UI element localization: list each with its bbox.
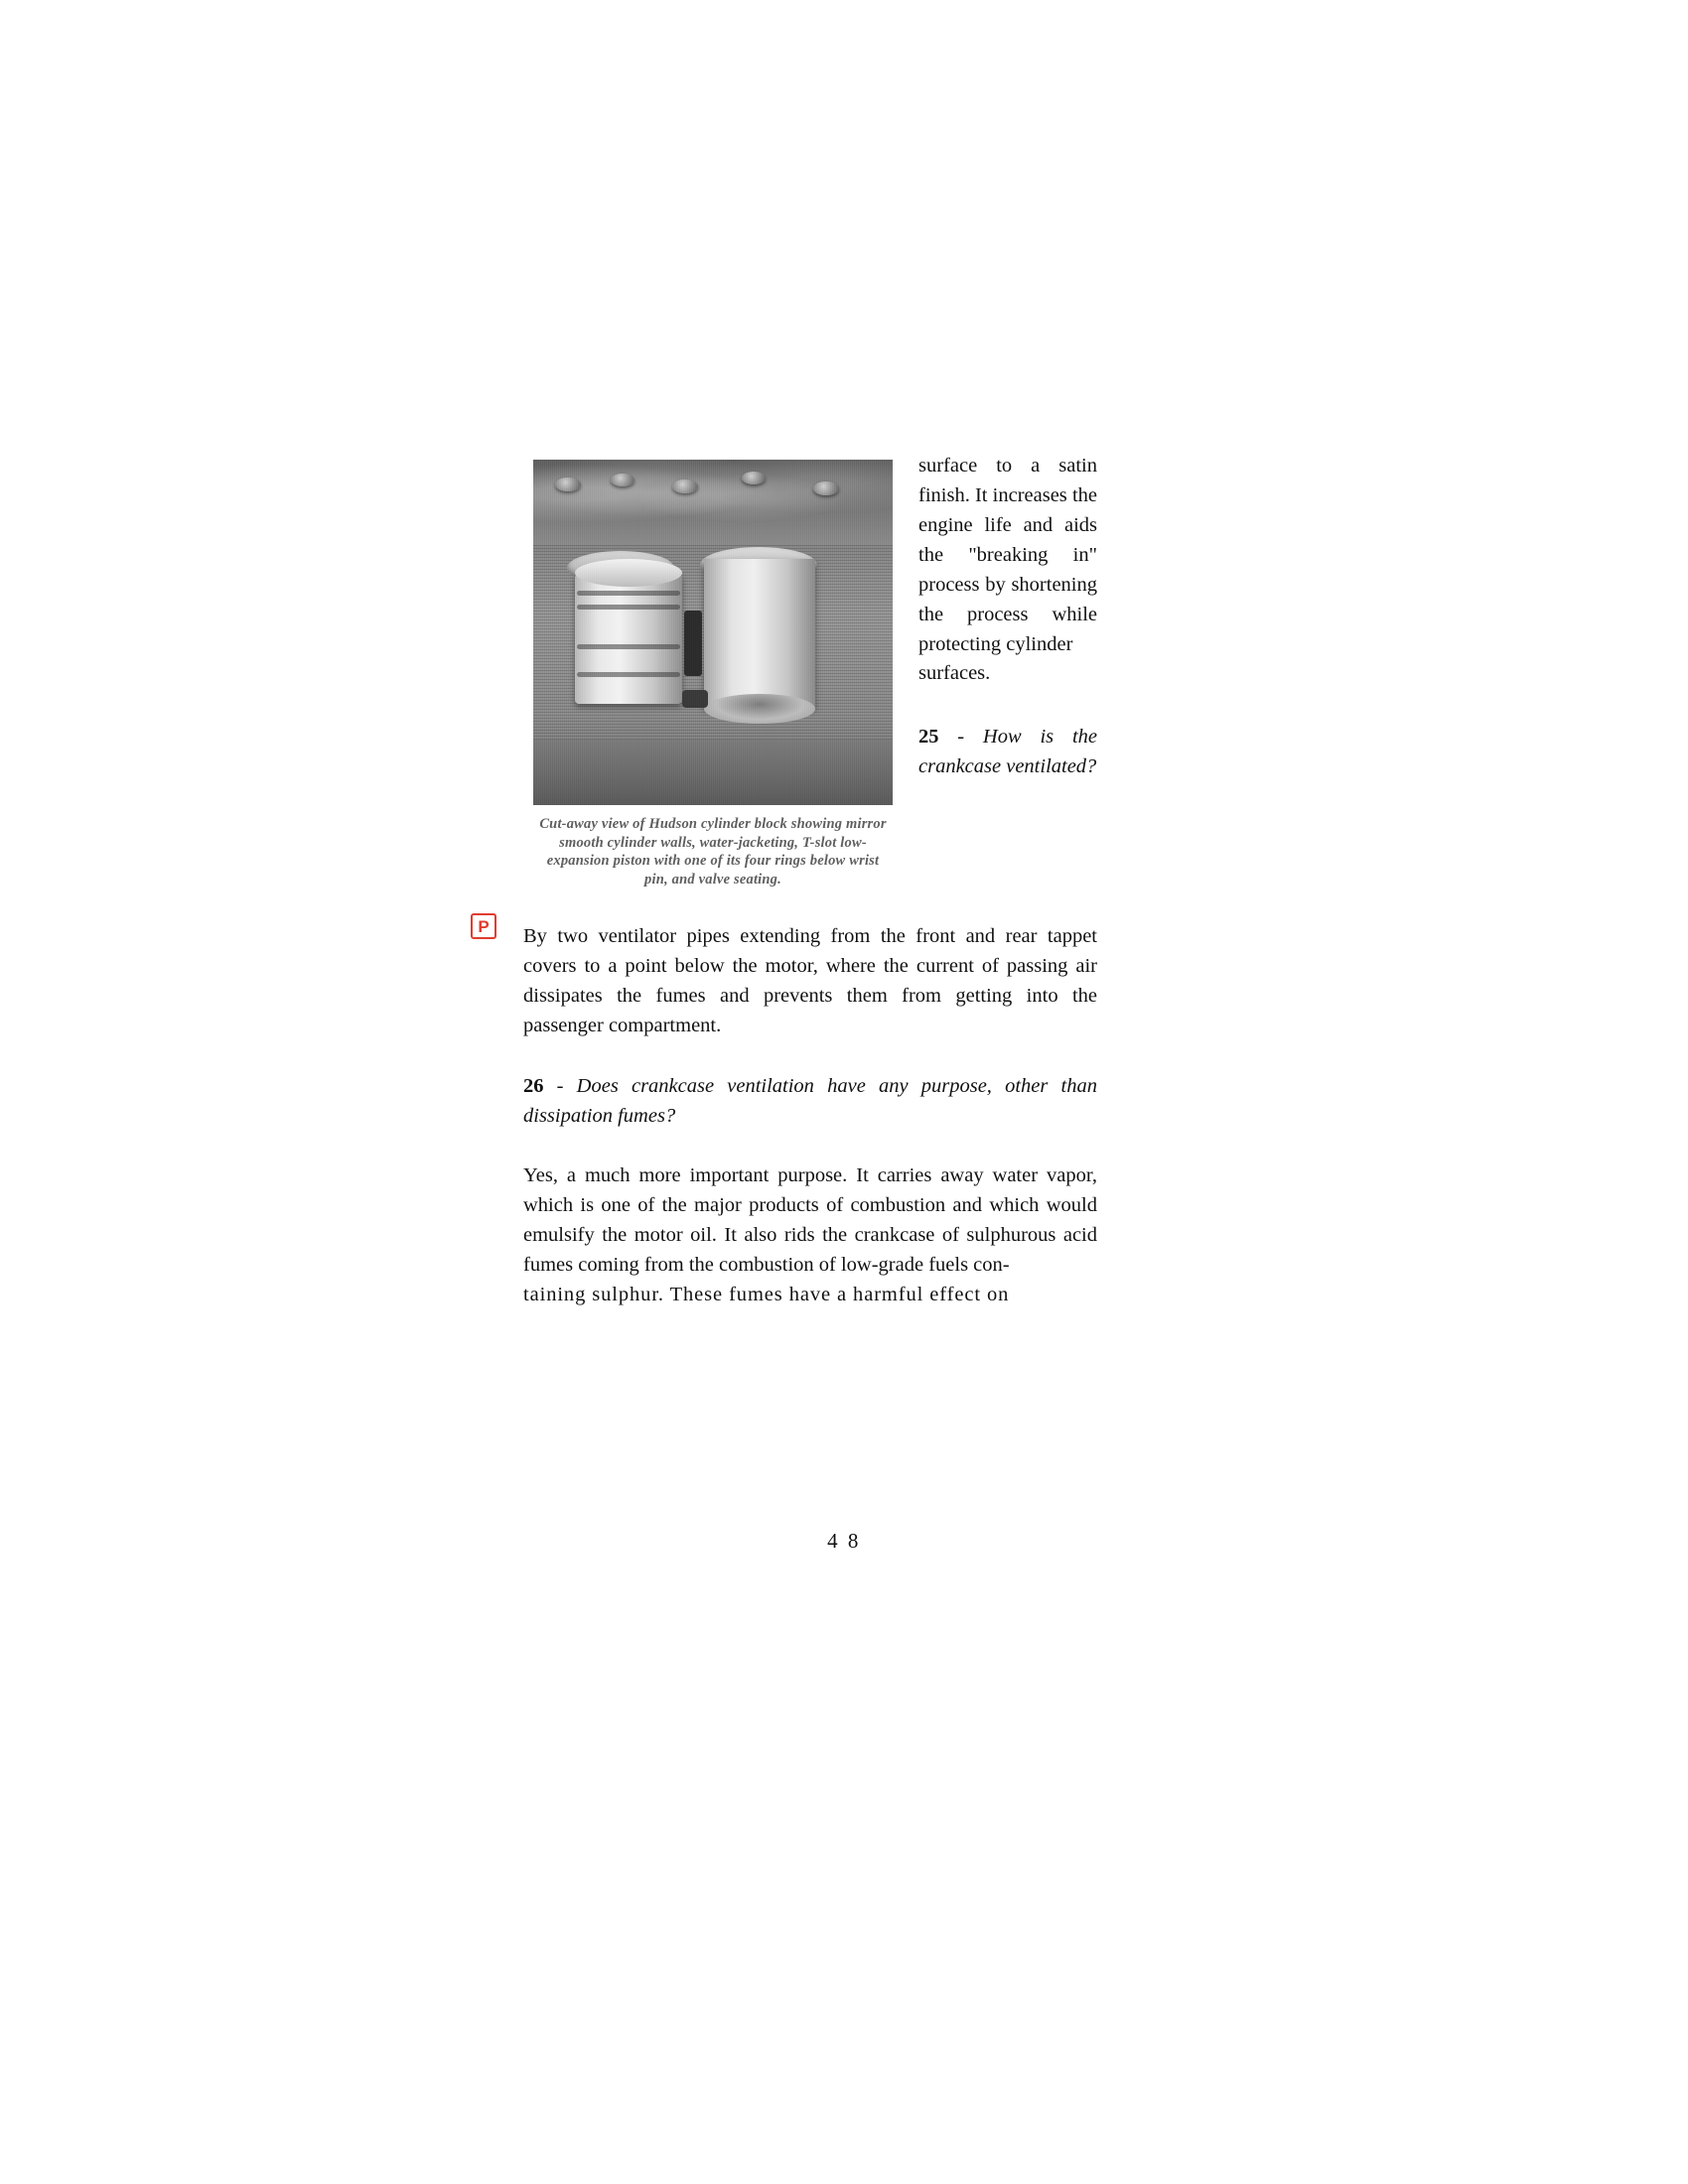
question-26-text: - Does crankcase ventilation have any purpose, other than dissipation fumes? [523,1074,1097,1127]
question-26 [523,1071,1097,1131]
page-number: 4 8 [827,1529,861,1553]
continuation-tail: surfaces. [918,662,991,685]
annotation-marker-p[interactable]: P [471,913,496,939]
continuation-paragraph: surface to a satin finish. It increases the engine life and aids the "breaking in" process by shortening the process while protecting cylinder [918,455,1097,655]
answer-26-paragraph-a: Yes, a much more important purpose. It carries away water vapor, which is one of the major products of combustion and which would emulsify the motor oil. It also rids the crankcase of sulphurous acid fumes coming from the combustion of low-grade fuels con- [523,1163,1097,1277]
figure-caption: Cut-away view of Hudson cylinder block showing mirror smooth cylinder walls, water-jacketing, T-slot low-expansion piston with one of its four rings below wrist pin, and valve seating. [539,816,887,887]
question-25 [918,723,1097,782]
figure-block [533,460,893,888]
question-25-number: 25 [918,726,939,749]
halftone-grain-overlay [533,460,893,805]
cutaway-engine-block-photo [533,460,893,805]
answer-25-paragraph: By two ventilator pipes extending from the front and rear tappet covers to a point below the motor, where the current of passing air dissipates the fumes and prevents them from getting into the passenger compartment. [523,925,1097,1037]
question-26-number: 26 [523,1074,544,1097]
answer-26-paragraph-b: taining sulphur. These fumes have a harmful effect on [523,1284,1010,1306]
question-25-text: - How is the crankcase ventilated? [918,726,1097,778]
main-text-column [523,921,1097,1309]
sidebar-text-column [918,452,1097,782]
